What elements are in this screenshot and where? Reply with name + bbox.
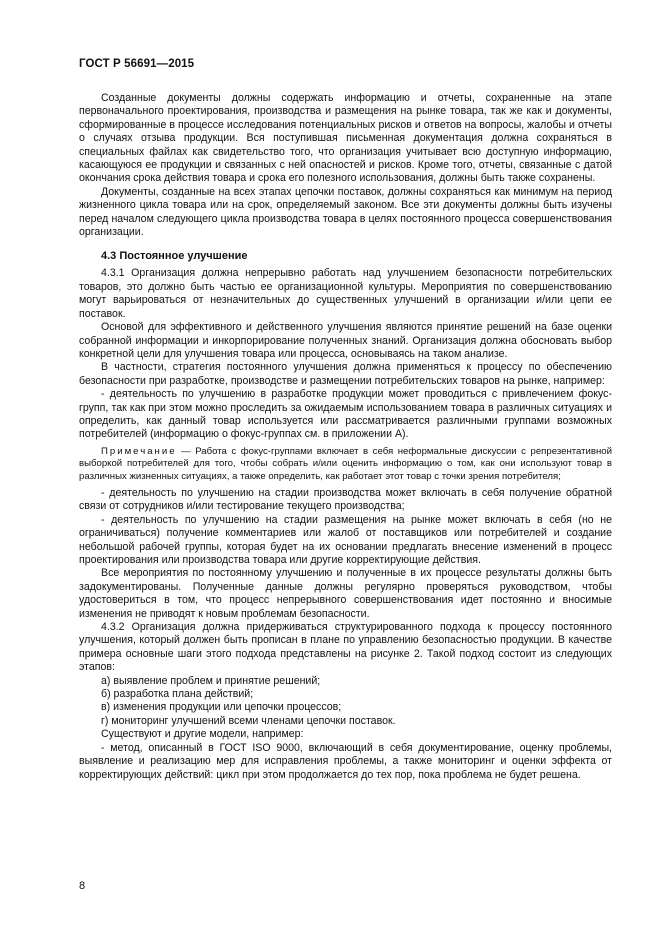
paragraph: Документы, созданные на всех этапах цепочки поставок, должны сохраняться как минимум на период жизненного цикла товара или на срок, определяемый законом. Все эти документы должны быть изучены перед началом следующего цикла производства товара в целях постоянного процесса совершенствования организации. [79,185,612,239]
paragraph: 4.3.2 Организация должна придерживаться структурированного подхода к процессу постоянного улучшения, который должен быть прописан в плане по управлению безопасностью продукции. В качестве примера основные шаги этого подхода представлены на рисунке 2. Такой подход состоит из следующих этапов: [79,621,612,674]
note-text: — Работа с фокус-группами включает в себя неформальные дискуссии с репрезентативной выборкой потребителей для того, чтобы собрать и/или оценить информацию о том, как они используют товар в различных жизненных ситуациях, а также определить, как работает этот товар с точки зрения потребителя; [79,445,612,482]
note-label: Примечание [101,445,177,457]
note [79,446,612,483]
paragraph: - деятельность по улучшению в разработке продукции может проводиться с привлечением фокус-групп, так как при этом можно проследить за ожидаемым использованием товара в различных ситуациях и определить, как данный товар используется или рассматривается различными группами возможных потребителей (информацию о фокус-группах см. в приложении А). [79,388,612,441]
list-item: а) выявление проблем и принятие решений; [101,674,321,687]
paragraph: В частности, стратегия постоянного улучшения должна применяться к процессу по обеспечению безопасности при разработке, производстве и размещении потребительских товаров на рынке, например: [79,361,612,387]
paragraph: Существуют и другие модели, например: [101,728,304,741]
list-item: б) разработка плана действий; [101,688,254,701]
section-heading: 4.3 Постоянное улучшение [101,250,248,263]
page-number: 8 [79,880,86,892]
paragraph: - деятельность по улучшению на стадии размещения на рынке может включать в себя (но не ограничиваться) получение комментариев или жалоб от поставщиков или потребителей и создание небольшой рабочей группы, которая будет на их основании предлагать внесение изменений в процесс проектирования или производства товара или другие корректирующие действия. [79,513,612,566]
page-body [79,92,612,782]
list-item: г) мониторинг улучшений всеми членами цепочки поставок. [101,714,396,727]
paragraph: 4.3.1 Организация должна непрерывно работать над улучшением безопасности потребительских товаров, это должно быть частью ее организационной культуры. Мероприятия по совершенствованию могут варьироваться от незначительных до существенных улучшений в организации и/или цепи ее поставок. [79,267,612,320]
paragraph: Созданные документы должны содержать информацию и отчеты, сохраненные на этапе первоначального проектирования, производства и размещения на рынке товара, так же как и документы, сформированные в процессе исследования потенциальных рисков и ответов на вопросы, жалобы и отчеты о случаях отзыва продукции. Вся поступившая письменная документация должна сохраняться в специальных файлах как свидетельство того, что организация учитывает всю доступную информацию, касающуюся ее продукции и связанных с ней опасностей и рисков. Кроме того, отчеты, связанные с датой окончания срока действия товара и срока его полезного использования, должны быть также сохранены. [79,92,612,185]
paragraph: Все мероприятия по постоянному улучшению и полученные в их процессе результаты должны быть задокументированы. Полученные данные должны регулярно проверяться руководством, чтобы удостовериться в том, что процесс непрерывного совершенствования идет постоянно и вносимые изменения не приводят к новым проблемам безопасности. [79,567,612,620]
paragraph: - деятельность по улучшению на стадии производства может включать в себя получение обратной связи от сотрудников и/или тестирование текущего производства; [79,486,612,513]
list-item: в) изменения продукции или цепочки процессов; [101,701,342,714]
document-code-header: ГОСТ Р 56691—2015 [79,58,195,70]
paragraph: - метод, описанный в ГОСТ ISO 9000, включающий в себя документирование, оценку проблемы, выявление и реализацию мер для исправления проблемы, а также мониторинг и оценки эффекта от корректирующих действий: цикл при этом продолжается до тех пор, пока проблема не будет решена. [79,741,612,781]
paragraph: Основой для эффективного и действенного улучшения являются принятие решений на базе оценки собранной информации и инкорпорирование полученных знаний. Организация должна обосновать выбор конкретной цели для улучшения товара или процесса, основываясь на таком анализе. [79,321,612,360]
